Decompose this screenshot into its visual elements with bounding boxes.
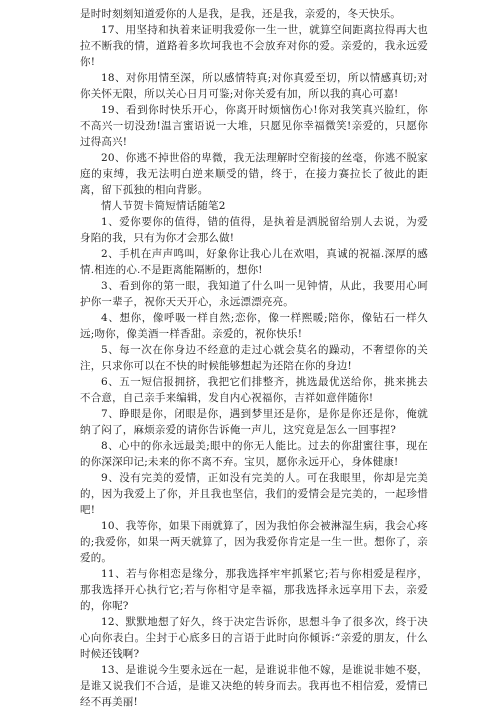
intro-paragraph: 是时时刻刻知道爱你的人是我，是我，还是我，亲爱的，冬天快乐。	[80, 8, 401, 20]
paragraph-17: 17、用坚持和执着来证明我爱你一生一世，就算空间距离拉得再大也拉不断我的情，道路着多坎坷我也不会放弃对你的爱。亲爱的，我永远爱你!	[80, 24, 428, 68]
paragraph-1: 1、爱你要你的值得，错的值得，是执着是洒脱留给别人去说，为爱身陷的我，只有为你才会那么做!	[80, 216, 428, 244]
section-title: 情人节贺卡简短情话随笔2	[101, 200, 226, 212]
paragraph-5: 5、每一次在你身边不经意的走过心就会莫名的躁动，不奢望你的关注，只求你可以在不快的时候能够想起为还陪在你的身边!	[80, 344, 428, 372]
paragraph-19: 19、看到你时快乐开心，你离开时烦恼伤心!你对我笑真兴脸红，你不高兴一切没劲!温言蜜语说一大堆，只愿见你幸福微笑!亲爱的，只愿你过得高兴!	[80, 104, 428, 148]
paragraph-9: 9、没有完美的爱情，正如没有完美的人。可在我眼里，你却是完美的，因为我爱上了你，并且我也坚信，我们的爱情会是完美的，一起珍惜吧!	[80, 472, 428, 516]
paragraph-8: 8、心中的你永远最美;眼中的你无人能比。过去的你甜蜜往事，现在的你深深印记;未来的你不离不弃。宝贝，愿你永远开心，身体健康!	[80, 440, 428, 468]
paragraph-2: 2、手机在声声鸣叫，好象你让我心儿在欢唱，真诚的祝福.深厚的感情.相连的心.不是距离能隔断的，想你!	[80, 248, 428, 276]
paragraph-13: 13、是谁说今生要永远在一起，是谁说非他不嫁，是谁说非她不娶，是谁又说我们不合适，是谁又决绝的转身而去。我再也不相信爱，爱情已经不再美丽!	[80, 664, 428, 708]
paragraph-6: 6、五一短信报拥挤，我把它们排整齐，挑选最优送给你，挑来挑去不合意，自己亲手来编辑，发自内心祝福你，吉祥如意伴随你!	[80, 376, 428, 404]
paragraph-11: 11、若与你相恋是缘分，那我选择牢牢抓紧它;若与你相爱是程序，那我选择开心执行它;若与你相守是幸福，那我选择永远享用下去，亲爱的，你呢?	[80, 568, 428, 612]
paragraph-20: 20、你逃不掉世俗的卑微，我无法理解时空衔接的丝毫，你逃不脱家庭的束缚，我无法明白逆来顺受的错，终于，在接力赛拉长了彼此的距离，留下孤独的相向背影。	[80, 152, 428, 196]
paragraph-7: 7、睁眼是你，闭眼是你，遇到梦里还是你，是你是你还是你，俺就纳了闷了，麻烦亲爱的请你告诉俺一声儿，这究竟是怎么一回事捏?	[80, 408, 428, 436]
paragraph-3: 3、看到你的第一眼，我知道了什么叫一见钟情，从此，我要用心呵护你一辈子，祝你天天开心，永远漂漂亮亮。	[80, 280, 428, 308]
paragraph-12: 12、默默地想了好久，终于决定告诉你，思想斗争了很多次，终于决心向你表白。尘封于心底多日的言语于此时向你倾诉:“亲爱的朋友，什么时候还钱啊?	[80, 616, 428, 660]
paragraph-4: 4、想你，像呼吸一样自然;恋你，像一样熙暖;陪你，像钻石一样久远;吻你，像美酒一样香甜。亲爱的，祝你快乐!	[80, 312, 428, 340]
paragraph-18: 18、对你用情至深，所以感情特真;对你真爱至切，所以情感真切;对你关怀无限，所以关心日月可鉴;对你关爱有加，所以我的真心可嘉!	[80, 72, 428, 100]
paragraph-10: 10、我等你，如果下雨就算了，因为我怕你会被淋湿生病，我会心疼的;我爱你，如果一两天就算了，因为我爱你肯定是一生一世。想你了，亲爱的。	[80, 520, 428, 564]
